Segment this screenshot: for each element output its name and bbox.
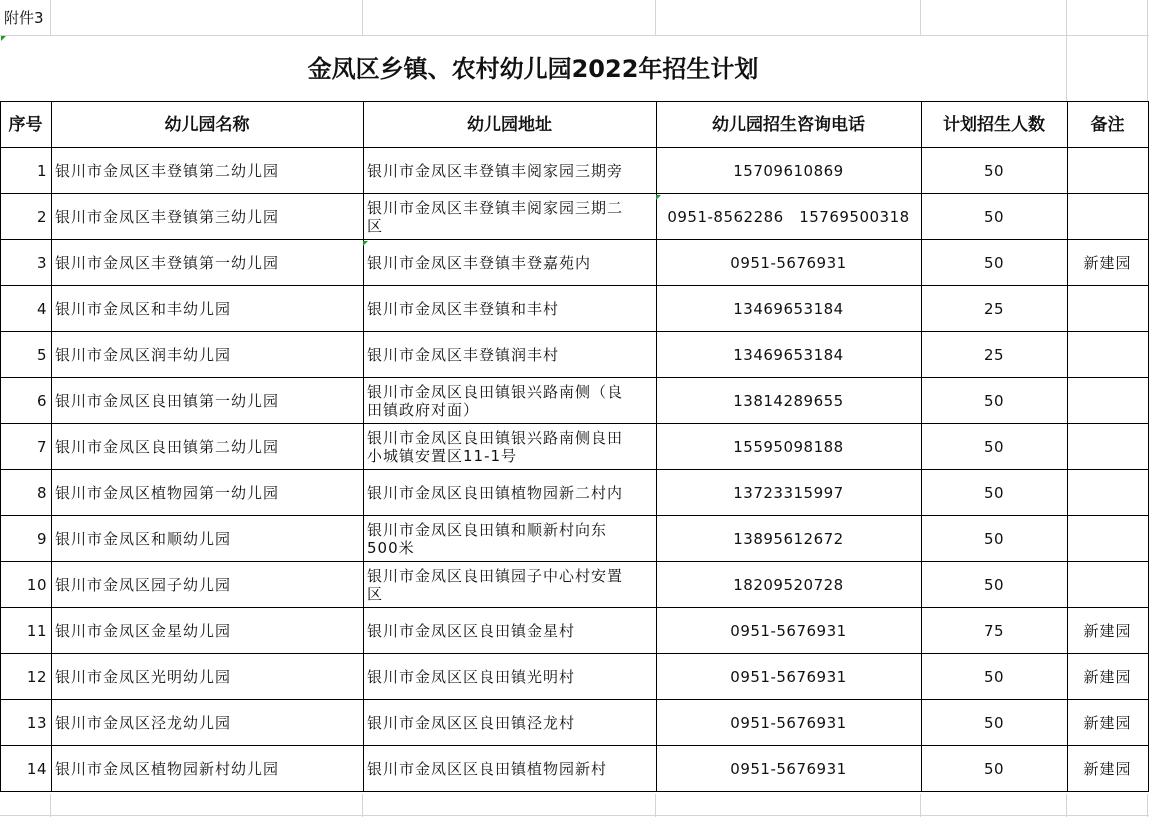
- cell-phone: 0951-5676931: [730, 668, 847, 686]
- cell-phone: 0951-5676931: [730, 760, 847, 778]
- table-border-horizontal: [0, 101, 1149, 102]
- cell-count: 50: [983, 484, 1005, 502]
- cell-count: 50: [983, 438, 1005, 456]
- cell-phone: 15595098188: [733, 438, 844, 456]
- cell-note: [1067, 332, 1148, 378]
- cell-address: 银川市金凤区区良田镇泾龙村: [367, 714, 576, 732]
- cell-seq: 8: [36, 484, 47, 502]
- cell-name: 银川市金凤区泾龙幼儿园: [55, 714, 232, 732]
- cell-name: 银川市金凤区润丰幼儿园: [55, 346, 232, 364]
- cell-name: 银川市金凤区植物园新村幼儿园: [55, 760, 280, 778]
- cell-name: 银川市金凤区光明幼儿园: [55, 668, 232, 686]
- cell-seq: 9: [36, 530, 47, 548]
- table-border-horizontal: [0, 561, 1149, 562]
- cell-note: [1067, 148, 1148, 194]
- cell-phone: 0951-8562286 15769500318: [667, 208, 910, 226]
- cell-count: 50: [983, 254, 1005, 272]
- cell-seq: 4: [36, 300, 47, 318]
- table-border-horizontal: [0, 699, 1149, 700]
- cell-phone: 0951-5676931: [730, 254, 847, 272]
- cell-address: 银川市金凤区良田镇银兴路南侧（良田镇政府对面）: [367, 383, 624, 419]
- cell-count: 25: [983, 300, 1005, 318]
- table-border-horizontal: [0, 607, 1149, 608]
- header-count: 计划招生人数: [943, 115, 1045, 135]
- table-border-vertical: [0, 101, 1, 792]
- cell-address: 银川市金凤区区良田镇金星村: [367, 622, 576, 640]
- cell-seq: 7: [36, 438, 47, 456]
- table-border-horizontal: [0, 745, 1149, 746]
- cell-phone: 13469653184: [733, 346, 844, 364]
- cell-phone: 13895612672: [733, 530, 844, 548]
- cell-seq: 5: [36, 346, 47, 364]
- cell-count: 50: [983, 576, 1005, 594]
- cell-name: 银川市金凤区植物园第一幼儿园: [55, 484, 280, 502]
- cell-phone: 13814289655: [733, 392, 844, 410]
- cell-phone: 0951-5676931: [730, 622, 847, 640]
- cell-seq: 6: [36, 392, 47, 410]
- cell-address: 银川市金凤区区良田镇植物园新村: [367, 760, 608, 778]
- cell-note: 新建园: [1083, 622, 1132, 640]
- cell-name: 银川市金凤区和顺幼儿园: [55, 530, 232, 548]
- header-seq: 序号: [8, 115, 43, 135]
- cell-note: [1067, 378, 1148, 424]
- cell-seq: 1: [36, 162, 47, 180]
- cell-address: 银川市金凤区良田镇和顺新村向东500米: [367, 521, 608, 557]
- cell-comment-marker: [363, 241, 368, 246]
- cell-count: 50: [983, 392, 1005, 410]
- cell-seq: 13: [26, 714, 47, 732]
- cell-phone: 0951-5676931: [730, 714, 847, 732]
- table-border-horizontal: [0, 285, 1149, 286]
- header-note: 备注: [1090, 115, 1125, 135]
- cell-note: [1067, 470, 1148, 516]
- cell-address: 银川市金凤区丰登镇丰阅家园三期旁: [367, 162, 624, 180]
- cell-name: 银川市金凤区良田镇第一幼儿园: [55, 392, 280, 410]
- cell-name: 银川市金凤区和丰幼儿园: [55, 300, 232, 318]
- table-border-horizontal: [0, 239, 1149, 240]
- header-name: 幼儿园名称: [164, 115, 250, 135]
- header-address: 幼儿园地址: [467, 115, 552, 135]
- cell-seq: 12: [26, 668, 47, 686]
- cell-name: 银川市金凤区丰登镇第一幼儿园: [55, 254, 280, 272]
- cell-address: 银川市金凤区良田镇银兴路南侧良田小城镇安置区11-1号: [367, 429, 624, 465]
- table-border-horizontal: [0, 331, 1149, 332]
- cell-count: 50: [983, 760, 1005, 778]
- table-border-vertical: [921, 101, 922, 792]
- table-border-horizontal: [0, 653, 1149, 654]
- cell-count: 50: [983, 714, 1005, 732]
- cell-count: 50: [983, 668, 1005, 686]
- cell-note: [1067, 286, 1148, 332]
- table-border-vertical: [51, 101, 52, 792]
- cell-phone: 13723315997: [733, 484, 844, 502]
- cell-address: 银川市金凤区良田镇植物园新二村内: [367, 484, 624, 502]
- annex-label: 附件3: [4, 8, 44, 27]
- cell-address: 银川市金凤区丰登镇润丰村: [367, 346, 560, 364]
- cell-note: 新建园: [1083, 668, 1132, 686]
- cell-comment-marker: [656, 195, 661, 200]
- cell-name: 银川市金凤区丰登镇第三幼儿园: [55, 208, 280, 226]
- cell-name: 银川市金凤区金星幼儿园: [55, 622, 232, 640]
- cell-note: [1067, 516, 1148, 562]
- table-border-vertical: [363, 101, 364, 792]
- enrollment-table: [0, 102, 1149, 794]
- cell-name: 银川市金凤区园子幼儿园: [55, 576, 232, 594]
- cell-note: 新建园: [1083, 714, 1132, 732]
- cell-note: 新建园: [1083, 760, 1132, 778]
- cell-seq: 11: [26, 622, 47, 640]
- cell-count: 25: [983, 346, 1005, 364]
- cell-note: [1067, 194, 1148, 240]
- cell-address: 银川市金凤区良田镇园子中心村安置区: [367, 567, 624, 603]
- cell-seq: 2: [36, 208, 47, 226]
- cell-address: 银川市金凤区丰登镇丰登嘉苑内: [367, 254, 592, 272]
- table-border-horizontal: [0, 469, 1149, 470]
- cell-address: 银川市金凤区区良田镇光明村: [367, 668, 576, 686]
- table-border-horizontal: [0, 791, 1149, 792]
- cell-note: 新建园: [1083, 254, 1132, 272]
- table-border-vertical: [1067, 101, 1068, 792]
- cell-address: 银川市金凤区丰登镇和丰村: [367, 300, 560, 318]
- cell-count: 75: [983, 622, 1005, 640]
- table-border-vertical: [656, 101, 657, 792]
- cell-name: 银川市金凤区丰登镇第二幼儿园: [55, 162, 280, 180]
- table-border-horizontal: [0, 193, 1149, 194]
- cell-note: [1067, 424, 1148, 470]
- cell-note: [1067, 562, 1148, 608]
- cell-count: 50: [983, 530, 1005, 548]
- cell-address: 银川市金凤区丰登镇丰阅家园三期二区: [367, 199, 624, 235]
- cell-seq: 14: [26, 760, 47, 778]
- header-phone: 幼儿园招生咨询电话: [712, 115, 865, 135]
- cell-phone: 13469653184: [733, 300, 844, 318]
- cell-count: 50: [983, 208, 1005, 226]
- cell-count: 50: [983, 162, 1005, 180]
- cell-seq: 10: [26, 576, 47, 594]
- cell-seq: 3: [36, 254, 47, 272]
- table-border-horizontal: [0, 377, 1149, 378]
- table-border-horizontal: [0, 423, 1149, 424]
- table-border-horizontal: [0, 515, 1149, 516]
- cell-phone: 15709610869: [733, 162, 844, 180]
- page-title: 金凤区乡镇、农村幼儿园2022年招生计划: [0, 36, 1066, 101]
- table-border-horizontal: [0, 147, 1149, 148]
- cell-name: 银川市金凤区良田镇第二幼儿园: [55, 438, 280, 456]
- cell-comment-marker: [1, 36, 6, 41]
- cell-phone: 18209520728: [733, 576, 844, 594]
